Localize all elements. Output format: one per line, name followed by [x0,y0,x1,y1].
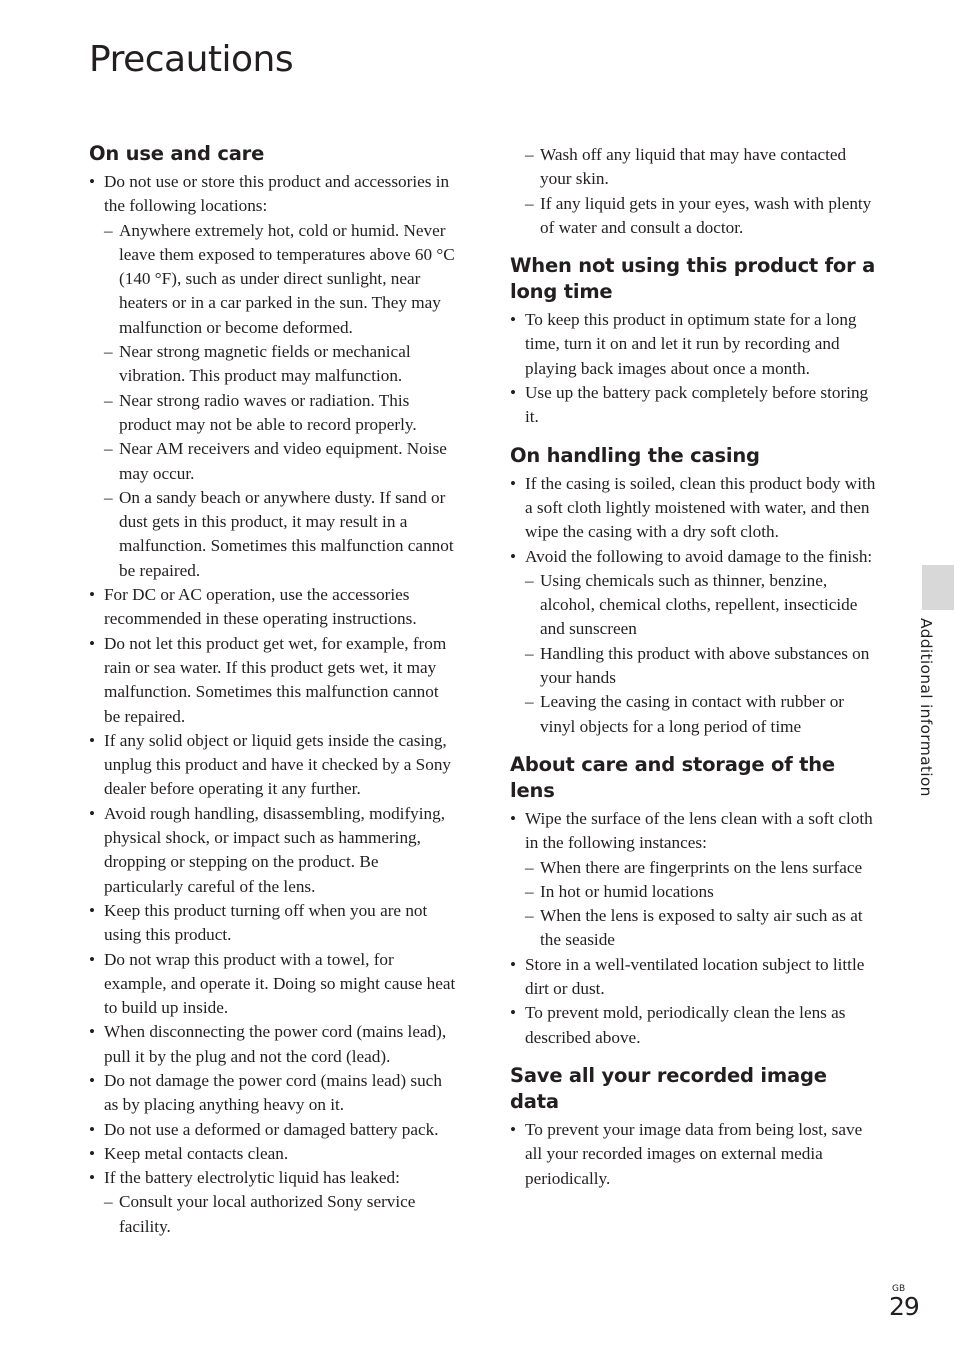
sub-list-continued [525,143,880,240]
section-heading-not-using: When not using this product for a long time [510,254,876,304]
list-item-text: Do not use or store this product and accessories in the following locations: [104,172,450,216]
region-code: GB [892,1284,906,1294]
bullet-list [510,472,880,569]
list-item: • Do not let this product get wet, for example, from rain or sea water. If this product gets wet, it may malfunction. Sometimes this malfunction cannot be repaired. [89,632,459,729]
sub-list-item: – Leaving the casing in contact with rubber or vinyl objects for a long period of time [525,690,880,739]
list-item: • Keep metal contacts clean. [89,1142,459,1166]
section-heading-casing: On handling the casing [510,443,760,467]
bullet-list [89,170,459,219]
list-item: • For DC or AC operation, use the accessories recommended in these operating instructions. [89,583,459,632]
bullet-list [510,953,880,1050]
list-item: • To keep this product in optimum state for a long time, turn it on and let it run by recording and playing back images about once a month. [510,308,880,381]
list-item: • Use up the battery pack completely before storing it. [510,381,880,430]
bullet-list [510,807,880,856]
list-item: • To prevent your image data from being lost, save all your recorded images on external media periodically. [510,1118,880,1191]
sub-list-item: – Near strong radio waves or radiation. This product may not be able to record properly. [104,389,459,438]
sub-list-item: – Anywhere extremely hot, cold or humid. Never leave them exposed to temperatures above 60 °C (140 °F), such as under direct sunlight, near heaters or in a car parked in the sun. They may malfunction or become deformed. [104,219,459,340]
list-item: • If the battery electrolytic liquid has leaked: [89,1166,459,1190]
left-column [89,140,459,1239]
sub-list-item: – Near AM receivers and video equipment. Noise may occur. [104,437,459,486]
list-item: • Wipe the surface of the lens clean with a soft cloth in the following instances: [510,807,880,856]
sub-list-item: – Handling this product with above substances on your hands [525,642,880,691]
section-tab-marker [922,565,954,610]
bullet-list [510,308,880,429]
sub-list-item: – Wash off any liquid that may have contacted your skin. [525,143,880,192]
sub-list [525,856,880,953]
list-item: • Avoid rough handling, disassembling, modifying, physical shock, or impact such as hammering, dropping or stepping on the product. Be particularly careful of the lens. [89,802,459,899]
sub-list-item: – When the lens is exposed to salty air such as at the seaside [525,904,880,953]
section-heading-lens: About care and storage of the lens [510,752,835,802]
sub-list [525,569,880,739]
section-heading-use-and-care: On use and care [89,142,265,165]
sub-list-item: – Using chemicals such as thinner, benzine, alcohol, chemical cloths, repellent, insecticide and sunscreen [525,569,880,642]
side-section-label-text: Additional information [917,618,935,797]
sub-list [104,219,459,583]
sub-list [104,1190,459,1239]
list-item: • To prevent mold, periodically clean the lens as described above. [510,1001,880,1050]
section-heading-save-data: Save all your recorded image data [510,1063,827,1113]
right-column [510,143,880,1191]
page-title: Precautions [89,39,294,80]
list-item: • Do not damage the power cord (mains lead) such as by placing anything heavy on it. [89,1069,459,1118]
section-not-using [510,253,880,429]
side-section-label [905,618,945,808]
bullet-list [510,1118,880,1191]
page-number: 29 [889,1292,919,1321]
sub-list-item: – In hot or humid locations [525,880,880,904]
sub-list-item: – Near strong magnetic fields or mechanical vibration. This product may malfunction. [104,340,459,389]
section-lens [510,752,880,1050]
bullet-list [89,583,459,1190]
list-item: • If the casing is soiled, clean this product body with a soft cloth lightly moistened with water, and then wipe the casing with a dry soft cloth. [510,472,880,545]
list-item: • Do not use a deformed or damaged battery pack. [89,1118,459,1142]
section-casing [510,443,880,739]
sub-list-item: – On a sandy beach or anywhere dusty. If sand or dust gets in this product, it may result in a malfunction. Sometimes this malfunction cannot be repaired. [104,486,459,583]
list-item: • Store in a well-ventilated location subject to little dirt or dust. [510,953,880,1002]
list-item: • Avoid the following to avoid damage to the finish: [510,545,880,569]
list-item: • When disconnecting the power cord (mains lead), pull it by the plug and not the cord (lead). [89,1020,459,1069]
list-item [89,170,459,219]
sub-list-item: – When there are fingerprints on the lens surface [525,856,880,880]
sub-list-item: – Consult your local authorized Sony service facility. [104,1190,459,1239]
section-use-and-care [89,141,459,1239]
sub-list-item: – If any liquid gets in your eyes, wash with plenty of water and consult a doctor. [525,192,880,241]
list-item: • Do not wrap this product with a towel, for example, and operate it. Doing so might cause heat to build up inside. [89,948,459,1021]
list-item: • If any solid object or liquid gets inside the casing, unplug this product and have it checked by a Sony dealer before operating it any further. [89,729,459,802]
section-save-data [510,1063,880,1191]
list-item: • Keep this product turning off when you are not using this product. [89,899,459,948]
